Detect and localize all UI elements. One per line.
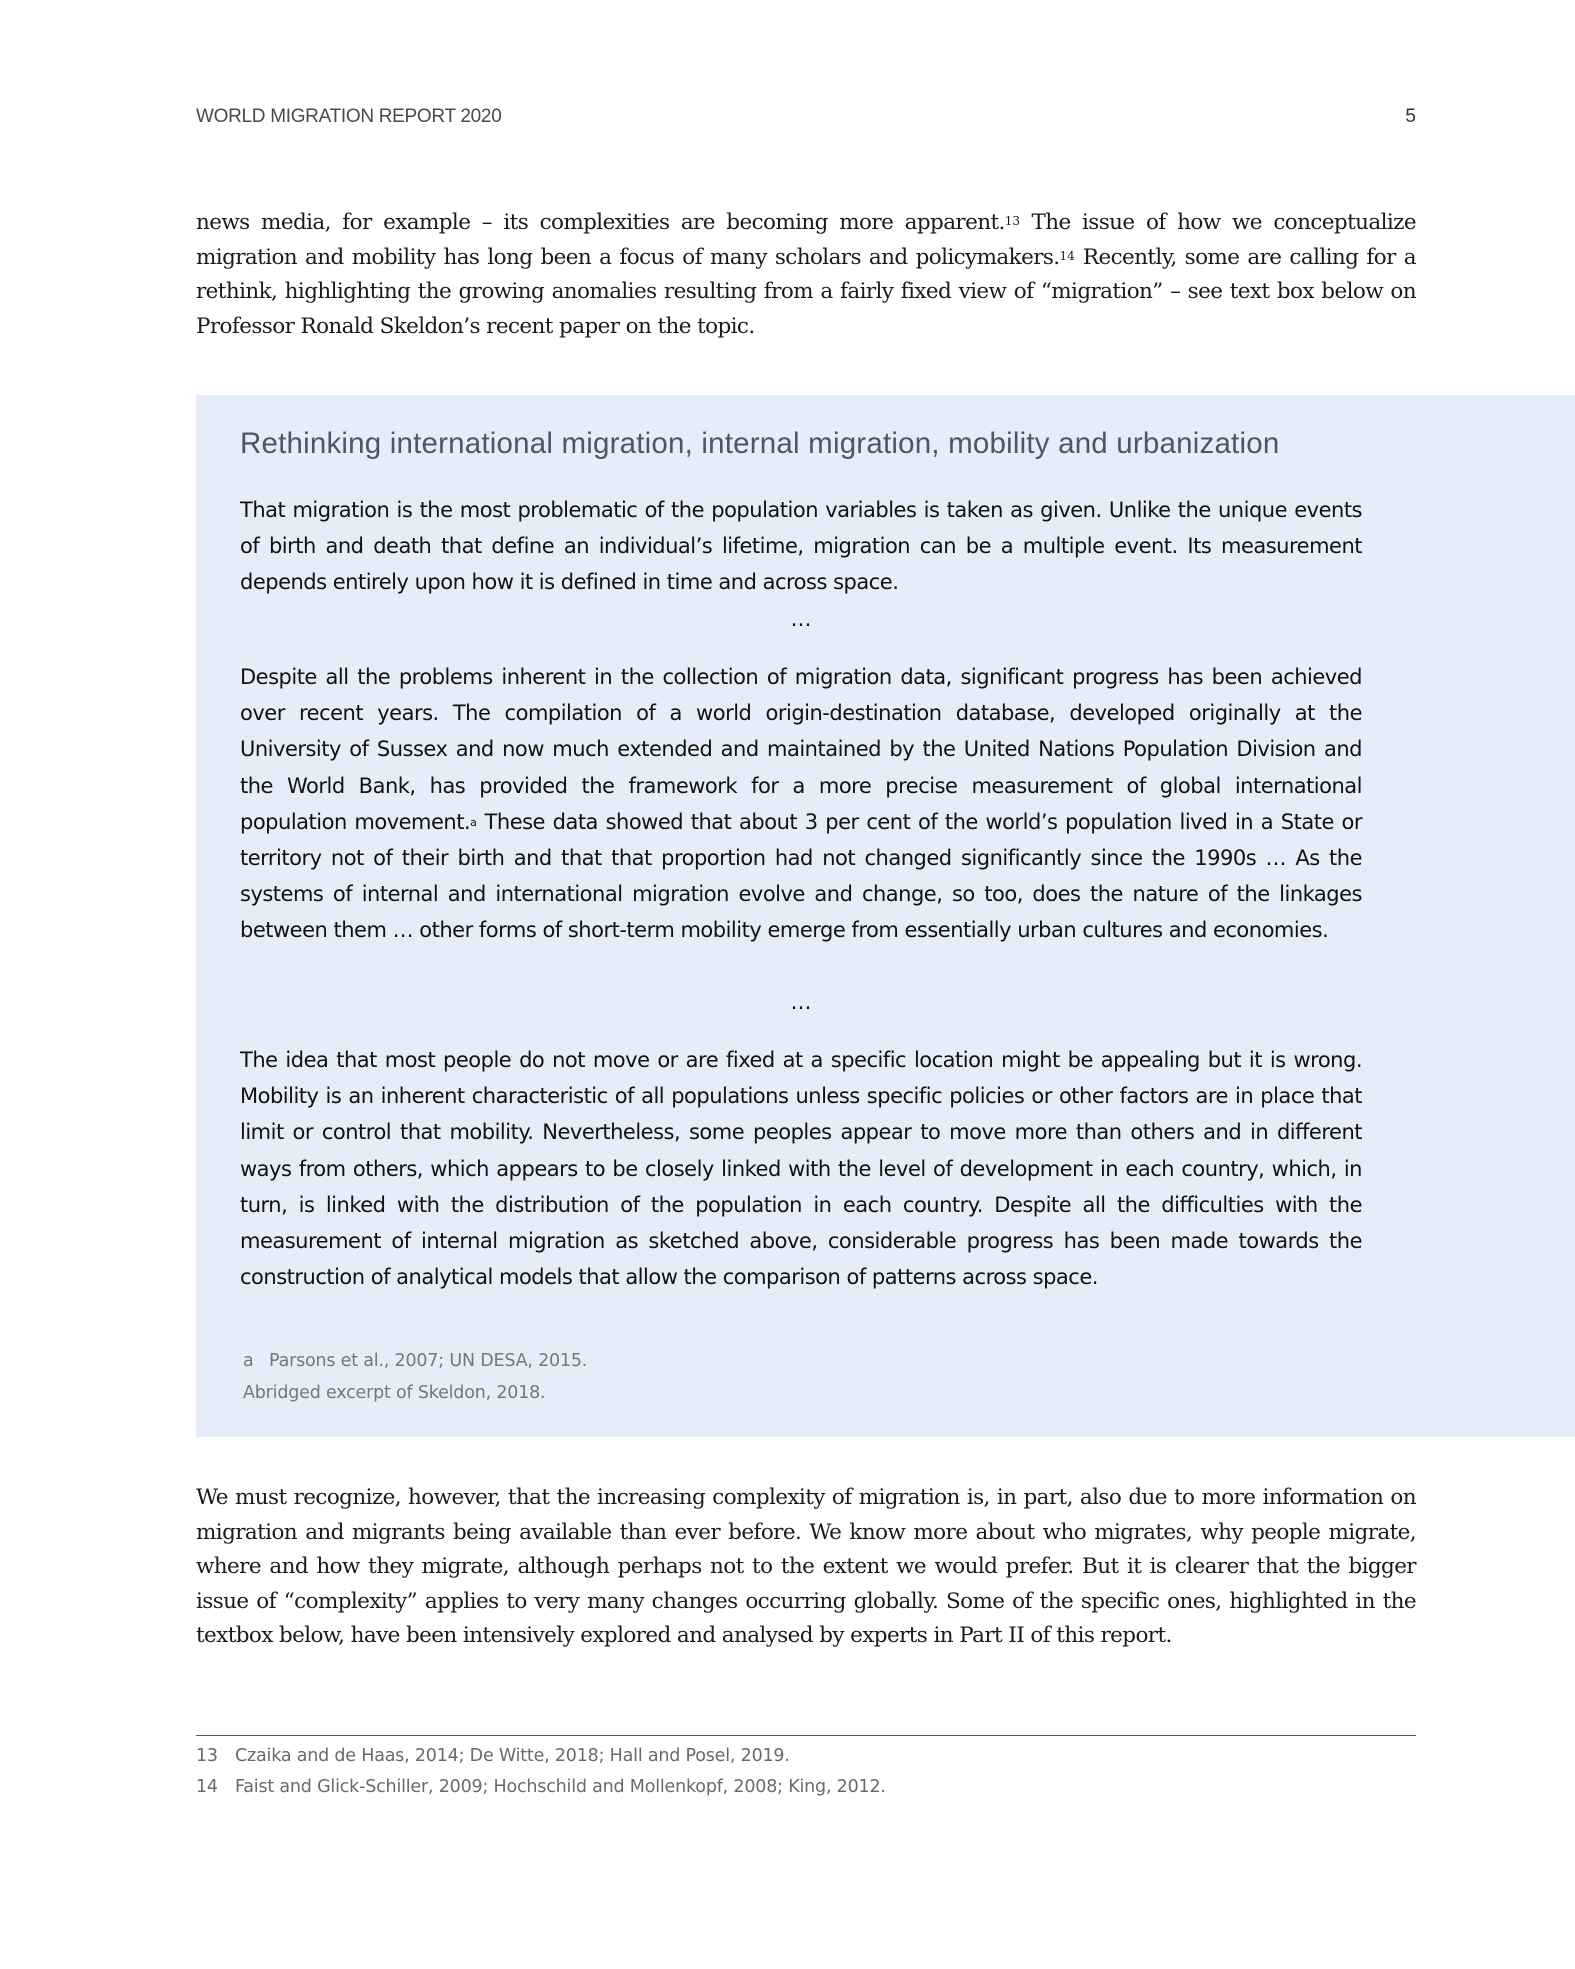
footnote-ref-13[interactable]: 13	[1004, 214, 1021, 228]
box-paragraph-1: That migration is the most problematic of the population variables is taken as given. Unlike the unique events of birth and death that define an individual’s lifetime, migration can be a multiple event. Its measurement depends entirely upon how it is defined in time and across space.	[240, 498, 1362, 595]
footnote-divider	[196, 1735, 1416, 1736]
box-note-letter: a	[243, 1351, 254, 1371]
footnote-14	[196, 1777, 886, 1797]
box-note-ref-a[interactable]: a	[470, 815, 477, 829]
intro-paragraph: news media, for example – its complexities are becoming more apparent.$^{13}$ The issue of how we conceptualize migration and mobility has long been a focus of many scholars and policymakers.$^{14}$ Recently, some are calling for a rethink, highlighting the growing anomalies resulting from a fairly fixed view of “migration” – see text box below on Professor Ronald Skeldon’s recent paper on the topic.	[196, 210, 1416, 339]
running-header-title: WORLD MIGRATION REPORT 2020	[196, 106, 502, 127]
page-number: 5	[1405, 106, 1416, 127]
box-note-a	[243, 1351, 587, 1371]
footnote-ref-14[interactable]: 14	[1059, 248, 1075, 263]
footnote-13	[196, 1746, 790, 1766]
footnote-number: 14	[196, 1777, 218, 1797]
ellipsis-separator: …	[790, 607, 812, 631]
box-paragraph-3: The idea that most people do not move or are fixed at a specific location might be appealing but it is wrong. Mobility is an inherent characteristic of all populations unless specific policies or other factors are in place that limit or control that mobility. Nevertheless, some peoples appear to move more than others and in different ways from others, which appears to be closely linked with the level of development in each country, which, in turn, is linked with the distribution of the population in each country. Despite all the difficulties with the measurement of internal migration as sketched above, considerable progress has been made towards the construction of analytical models that allow the comparison of patterns across space.	[240, 1048, 1362, 1290]
footnote-number: 13	[196, 1746, 218, 1766]
box-note-text: Parsons et al., 2007; UN DESA, 2015.	[269, 1351, 588, 1371]
footnote-text: Czaika and de Haas, 2014; De Witte, 2018; Hall and Posel, 2019.	[235, 1746, 790, 1766]
outro-paragraph: We must recognize, however, that the increasing complexity of migration is, in part, also due to more information on migration and migrants being available than ever before. We know more about who migrates, why people migrate, where and how they migrate, although perhaps not to the extent we would prefer. But it is clearer that the bigger issue of “complexity” applies to very many changes occurring globally. Some of the specific ones, highlighted in the textbox below, have been intensively explored and analysed by experts in Part II of this report.	[196, 1485, 1416, 1649]
ellipsis-separator: …	[790, 990, 812, 1014]
footnote-text: Faist and Glick-Schiller, 2009; Hochschild and Mollenkopf, 2008; King, 2012.	[235, 1777, 886, 1797]
text-box-title: Rethinking international migration, internal migration, mobility and urbanization	[240, 427, 1280, 460]
box-source: Abridged excerpt of Skeldon, 2018.	[243, 1383, 546, 1403]
box-paragraph-2: Despite all the problems inherent in the collection of migration data, significant progress has been achieved over recent years. The compilation of a world origin-destination database, developed originally at the University of Sussex and now much extended and maintained by the United Nations Population Division and the World Bank, has provided the framework for a more precise measurement of global international population movement.$^a$ These data showed that about 3 per cent of the world’s population lived in a State or territory not of their birth and that that proportion had not changed significantly since the 1990s … As the systems of internal and international migration evolve and change, so too, does the nature of the linkages between them … other forms of short-term mobility emerge from essentially urban cultures and economies.	[240, 665, 1363, 943]
text-box	[196, 395, 1575, 1437]
